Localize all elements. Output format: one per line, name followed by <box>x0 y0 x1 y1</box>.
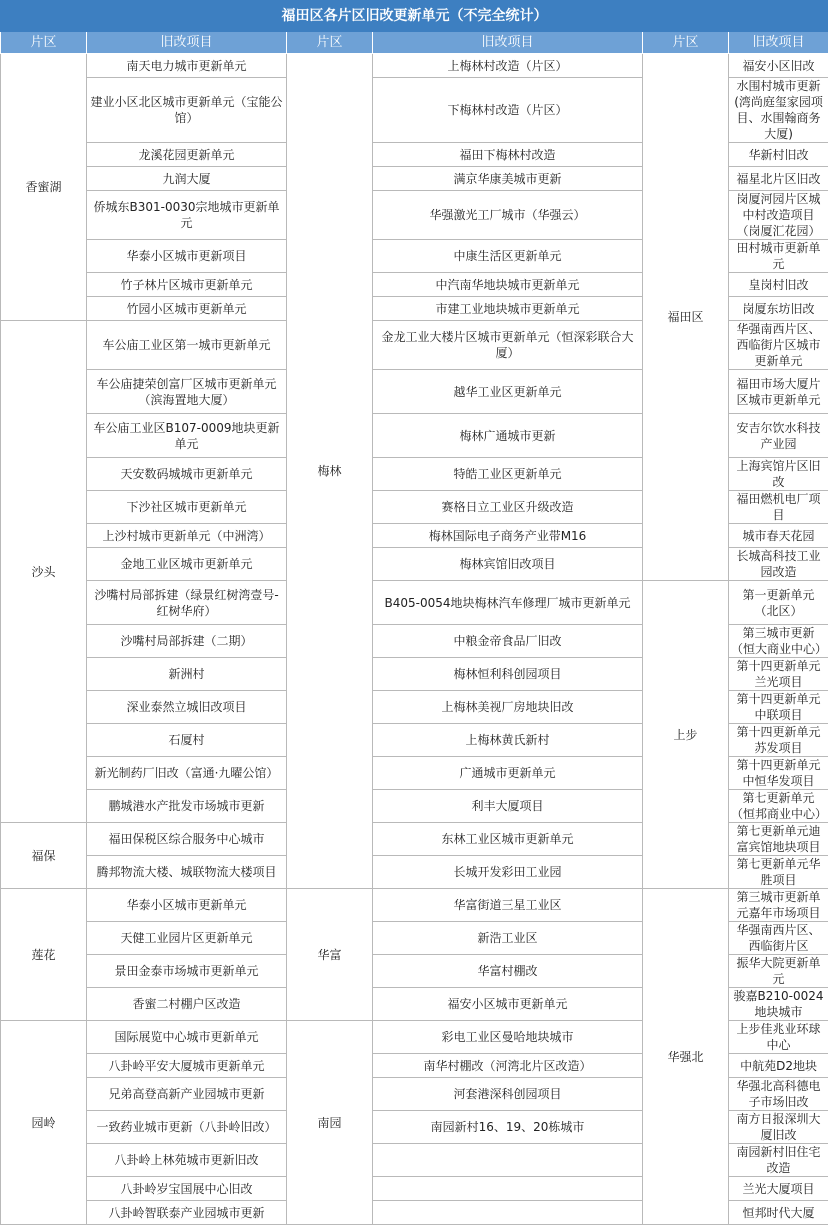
project-cell: 市建工业地块城市更新单元 <box>373 297 643 321</box>
project-cell: 下沙社区城市更新单元 <box>87 491 287 524</box>
project-cell: 华强南西片区、西临街片区 <box>729 922 828 955</box>
project-cell: 第七更新单元华胜项目 <box>729 856 828 889</box>
project-cell: 腾邦物流大楼、城联物流大楼项目 <box>87 856 287 889</box>
project-cell: 华富村棚改 <box>373 955 643 988</box>
area-cell: 华富 <box>287 889 373 1021</box>
project-cell: 梅林恒利科创园项目 <box>373 658 643 691</box>
project-cell: 景田金泰市场城市更新单元 <box>87 955 287 988</box>
project-cell: 越华工业区更新单元 <box>373 370 643 414</box>
project-cell: 河套港深科创园项目 <box>373 1078 643 1111</box>
project-cell: 福田燃机电厂项目 <box>729 491 828 524</box>
project-cell: 南方日报深圳大厦旧改 <box>729 1111 828 1144</box>
project-cell: 南华村棚改（河湾北片区改造） <box>373 1054 643 1078</box>
project-cell: 中航苑D2地块 <box>729 1054 828 1078</box>
project-cell: 恒邦时代大厦 <box>729 1201 828 1225</box>
project-cell: 车公庙工业区第一城市更新单元 <box>87 321 287 370</box>
project-cell: 第三城市更新单元嘉年市场项目 <box>729 889 828 922</box>
project-cell: 香蜜二村棚户区改造 <box>87 988 287 1021</box>
project-cell: 华泰小区城市更新项目 <box>87 240 287 273</box>
project-cell: 一致药业城市更新（八卦岭旧改） <box>87 1111 287 1144</box>
area-cell: 园岭 <box>1 1021 87 1225</box>
project-cell: 长城高科技工业园改造 <box>729 548 828 581</box>
project-cell: 岗厦东坊旧改 <box>729 297 828 321</box>
project-cell: 第十四更新单元兰光项目 <box>729 658 828 691</box>
project-cell: 第三城市更新（恒大商业中心） <box>729 625 828 658</box>
project-cell: 田村城市更新单元 <box>729 240 828 273</box>
project-cell <box>373 1177 643 1201</box>
project-cell: 满京华康美城市更新 <box>373 167 643 191</box>
project-cell: 广通城市更新单元 <box>373 757 643 790</box>
header-area-1: 片区 <box>1 32 87 54</box>
project-cell: 第一更新单元（北区） <box>729 581 828 625</box>
project-cell: 福安小区城市更新单元 <box>373 988 643 1021</box>
project-cell: 长城开发彩田工业园 <box>373 856 643 889</box>
project-cell: 侨城东B301-0030宗地城市更新单元 <box>87 191 287 240</box>
project-cell: 骏嘉B210-0024地块城市 <box>729 988 828 1021</box>
project-cell: 龙溪花园更新单元 <box>87 143 287 167</box>
project-cell: B405-0054地块梅林汽车修理厂城市更新单元 <box>373 581 643 625</box>
project-cell: 八卦岭岁宝国展中心旧改 <box>87 1177 287 1201</box>
project-cell: 第十四更新单元中联项目 <box>729 691 828 724</box>
project-cell: 岗厦河园片区城中村改造项目（岗厦汇花园） <box>729 191 828 240</box>
table-body <box>1 54 828 1225</box>
project-cell: 福田下梅林村改造 <box>373 143 643 167</box>
project-cell: 鹏城港水产批发市场城市更新 <box>87 790 287 823</box>
project-cell: 石厦村 <box>87 724 287 757</box>
area-cell: 沙头 <box>1 321 87 823</box>
project-cell: 九润大厦 <box>87 167 287 191</box>
project-cell: 上步佳兆业环球中心 <box>729 1021 828 1054</box>
project-cell: 竹园小区城市更新单元 <box>87 297 287 321</box>
project-cell: 赛格日立工业区升级改造 <box>373 491 643 524</box>
area-cell: 南园 <box>287 1021 373 1225</box>
project-cell: 兰光大厦项目 <box>729 1177 828 1201</box>
project-cell: 梅林广通城市更新 <box>373 414 643 458</box>
project-cell: 中粮金帝食品厂旧改 <box>373 625 643 658</box>
project-cell: 南天电力城市更新单元 <box>87 54 287 78</box>
project-cell: 深业泰然立城旧改项目 <box>87 691 287 724</box>
area-cell: 香蜜湖 <box>1 54 87 321</box>
header-area-3: 片区 <box>643 32 729 54</box>
project-cell: 安吉尔饮水科技产业园 <box>729 414 828 458</box>
project-cell: 车公庙工业区B107-0009地块更新单元 <box>87 414 287 458</box>
table-row <box>1 889 828 922</box>
project-cell: 城市春天花园 <box>729 524 828 548</box>
project-cell: 振华大院更新单元 <box>729 955 828 988</box>
project-cell: 上梅林美视厂房地块旧改 <box>373 691 643 724</box>
project-cell: 彩电工业区曼哈地块城市 <box>373 1021 643 1054</box>
project-cell: 下梅林村改造（片区） <box>373 78 643 143</box>
project-cell: 福星北片区旧改 <box>729 167 828 191</box>
project-cell: 福田保税区综合服务中心城市 <box>87 823 287 856</box>
project-cell: 上海宾馆片区旧改 <box>729 458 828 491</box>
project-cell: 华富街道三星工业区 <box>373 889 643 922</box>
project-cell: 天健工业园片区更新单元 <box>87 922 287 955</box>
project-cell: 上梅林村改造（片区） <box>373 54 643 78</box>
project-cell: 新洲村 <box>87 658 287 691</box>
project-cell: 竹子林片区城市更新单元 <box>87 273 287 297</box>
area-cell: 莲花 <box>1 889 87 1021</box>
project-cell: 华强南西片区、西临街片区城市更新单元 <box>729 321 828 370</box>
project-cell: 第七更新单元迪富宾馆地块项目 <box>729 823 828 856</box>
header-project-2: 旧改项目 <box>373 32 643 54</box>
header-area-2: 片区 <box>287 32 373 54</box>
table-row <box>1 54 828 78</box>
project-cell: 国际展览中心城市更新单元 <box>87 1021 287 1054</box>
project-cell: 华强激光工厂城市（华强云） <box>373 191 643 240</box>
project-cell: 天安数码城城市更新单元 <box>87 458 287 491</box>
project-cell: 新光制药厂旧改（富通·九曜公馆） <box>87 757 287 790</box>
header-row <box>1 32 828 54</box>
project-cell: 车公庙捷荣创富厂区城市更新单元（滨海置地大厦） <box>87 370 287 414</box>
project-cell: 华泰小区城市更新单元 <box>87 889 287 922</box>
project-cell: 沙嘴村局部拆建（二期） <box>87 625 287 658</box>
table-row <box>1 581 828 625</box>
project-cell: 上梅林黄氏新村 <box>373 724 643 757</box>
project-cell: 皇岗村旧改 <box>729 273 828 297</box>
project-cell: 第十四更新单元中恒华发项目 <box>729 757 828 790</box>
project-cell: 水围村城市更新(湾尚庭玺家园项目、水围翰商务大厦) <box>729 78 828 143</box>
project-cell: 南园新村旧住宅改造 <box>729 1144 828 1177</box>
project-cell: 八卦岭上林苑城市更新旧改 <box>87 1144 287 1177</box>
area-cell: 福田区 <box>643 54 729 581</box>
project-cell: 八卦岭平安大厦城市更新单元 <box>87 1054 287 1078</box>
area-cell: 福保 <box>1 823 87 889</box>
project-cell <box>373 1144 643 1177</box>
project-cell: 福田市场大厦片区城市更新单元 <box>729 370 828 414</box>
project-cell: 福安小区旧改 <box>729 54 828 78</box>
project-cell <box>373 1201 643 1225</box>
area-cell: 梅林 <box>287 54 373 889</box>
project-cell: 东林工业区城市更新单元 <box>373 823 643 856</box>
project-cell: 利丰大厦项目 <box>373 790 643 823</box>
project-cell: 第十四更新单元苏发项目 <box>729 724 828 757</box>
project-cell: 金地工业区城市更新单元 <box>87 548 287 581</box>
project-cell: 中汽南华地块城市更新单元 <box>373 273 643 297</box>
project-cell: 兄弟高登高新产业园城市更新 <box>87 1078 287 1111</box>
table-title: 福田区各片区旧改更新单元（不完全统计） <box>1 1 828 32</box>
header-project-1: 旧改项目 <box>87 32 287 54</box>
header-project-3: 旧改项目 <box>729 32 828 54</box>
project-cell: 沙嘴村局部拆建（绿景红树湾壹号-红树华府） <box>87 581 287 625</box>
project-cell: 特皓工业区更新单元 <box>373 458 643 491</box>
area-cell: 上步 <box>643 581 729 889</box>
project-cell: 上沙村城市更新单元（中洲湾） <box>87 524 287 548</box>
project-cell: 建业小区北区城市更新单元（宝能公馆） <box>87 78 287 143</box>
project-cell: 梅林宾馆旧改项目 <box>373 548 643 581</box>
project-cell: 华新村旧改 <box>729 143 828 167</box>
project-cell: 梅林国际电子商务产业带M16 <box>373 524 643 548</box>
project-cell: 中康生活区更新单元 <box>373 240 643 273</box>
project-cell: 第七更新单元（恒邦商业中心） <box>729 790 828 823</box>
project-cell: 华强北高科德电子市场旧改 <box>729 1078 828 1111</box>
project-cell: 南园新村16、19、20栋城市 <box>373 1111 643 1144</box>
project-cell: 八卦岭智联泰产业园城市更新 <box>87 1201 287 1225</box>
area-cell: 华强北 <box>643 889 729 1225</box>
project-cell: 新浩工业区 <box>373 922 643 955</box>
project-cell: 金龙工业大楼片区城市更新单元（恒深彩联合大厦） <box>373 321 643 370</box>
